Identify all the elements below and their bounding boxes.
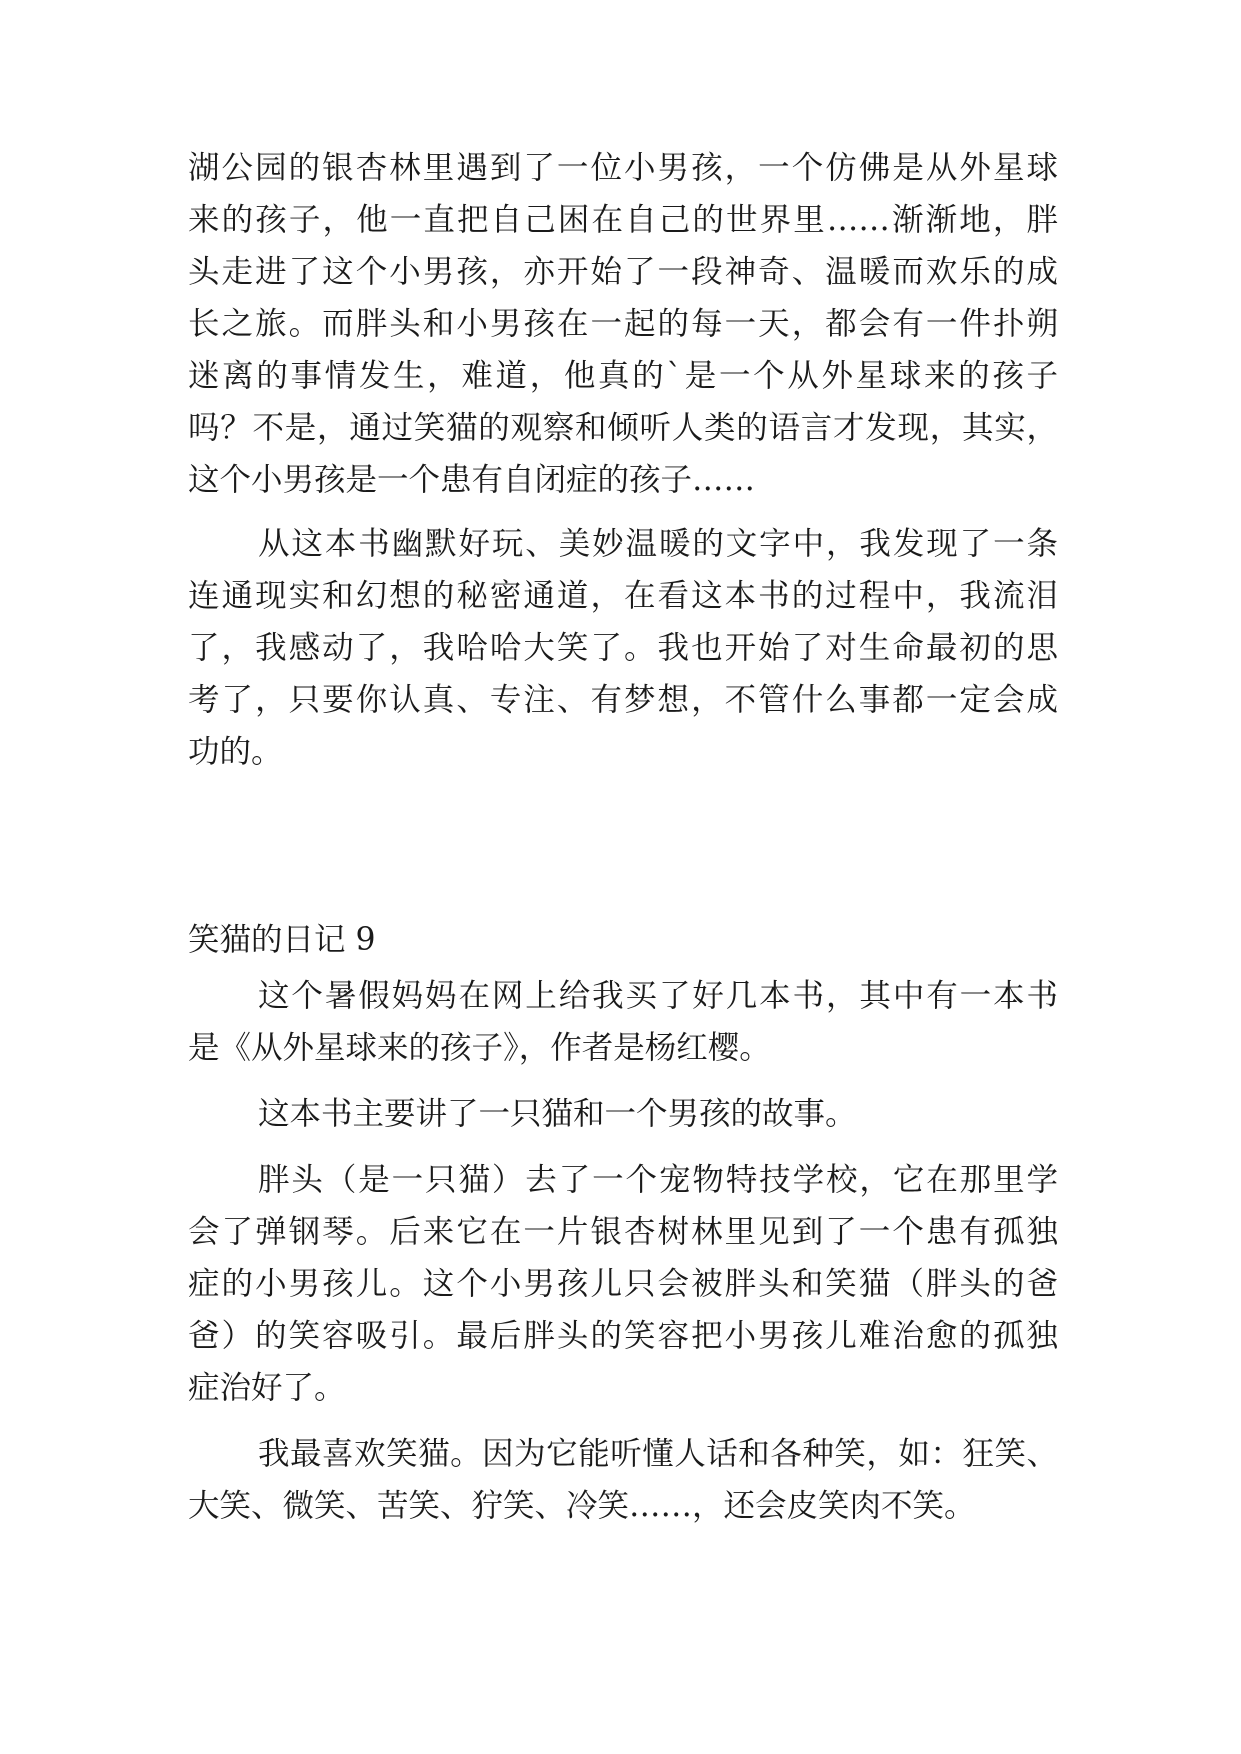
text-line: 从这本书幽默好玩、美妙温暖的文字中，我发现了一条 (258, 526, 1058, 562)
text-line: 这个小男孩是一个患有自闭症的孩子…… (188, 462, 756, 498)
text-line: 我最喜欢笑猫。因为它能听懂人话和各种笑，如：狂笑、 (258, 1436, 1058, 1472)
text-line: 这个暑假妈妈在网上给我买了好几本书，其中有一本书 (258, 978, 1058, 1014)
text-line: 了，我感动了，我哈哈大笑了。我也开始了对生命最初的思 (188, 630, 1058, 666)
text-line: 来的孩子，他一直把自己困在自己的世界里……渐渐地，胖 (188, 202, 1058, 238)
text-line: 考了，只要你认真、专注、有梦想，不管什么事都一定会成 (188, 682, 1058, 718)
text-line: 是《从外星球来的孩子》，作者是杨红樱。 (188, 1030, 771, 1066)
text-line: 症的小男孩儿。这个小男孩儿只会被胖头和笑猫（胖头的爸 (188, 1266, 1058, 1302)
text-line: 症治好了。 (188, 1370, 346, 1406)
text-line: 连通现实和幻想的秘密通道，在看这本书的过程中，我流泪 (188, 578, 1058, 614)
text-line: 大笑、微笑、苦笑、狞笑、冷笑……，还会皮笑肉不笑。 (188, 1488, 976, 1524)
text-line: 吗？不是，通过笑猫的观察和倾听人类的语言才发现，其实， (188, 410, 1058, 446)
text-line: 这本书主要讲了一只猫和一个男孩的故事。 (258, 1096, 857, 1132)
section-title: 笑猫的日记 9 (188, 922, 376, 958)
text-line: 会了弹钢琴。后来它在一片银杏树林里见到了一个患有孤独 (188, 1214, 1058, 1250)
text-line: 头走进了这个小男孩，亦开始了一段神奇、温暖而欢乐的成 (188, 254, 1058, 290)
text-line: 长之旅。而胖头和小男孩在一起的每一天，都会有一件扑朔 (188, 306, 1058, 342)
text-line: 功的。 (188, 734, 283, 770)
text-line: 爸）的笑容吸引。最后胖头的笑容把小男孩儿难治愈的孤独 (188, 1318, 1058, 1354)
text-line: 胖头（是一只猫）去了一个宠物特技学校，它在那里学 (258, 1162, 1058, 1198)
text-line: 湖公园的银杏林里遇到了一位小男孩，一个仿佛是从外星球 (188, 150, 1058, 186)
text-line: 迷离的事情发生，难道，他真的`是一个从外星球来的孩子 (188, 358, 1058, 394)
